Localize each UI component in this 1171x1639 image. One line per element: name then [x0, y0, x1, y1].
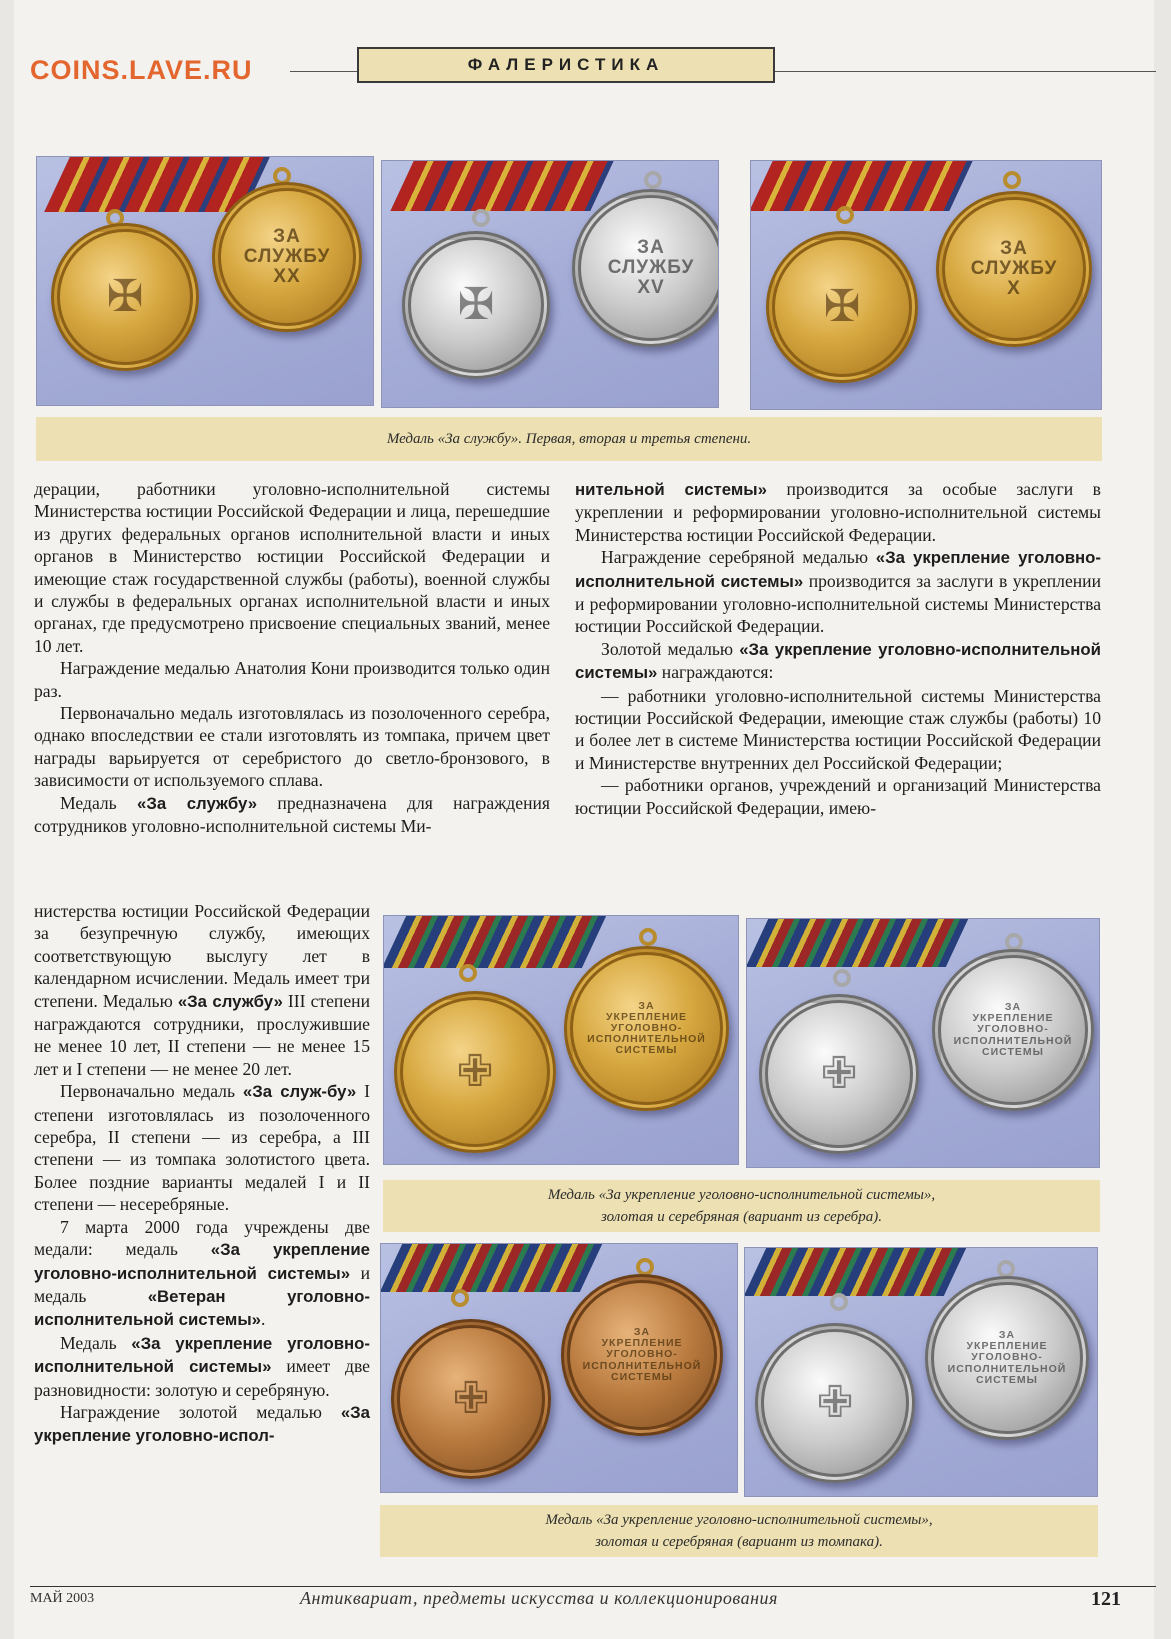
medal-ribbon — [380, 1244, 602, 1292]
medal-inscription: УГОЛОВНО- — [610, 1021, 683, 1034]
photo-ukreplenie-gold-silver-2 — [746, 918, 1100, 1168]
paragraph: Награждение медалью Анатолия Кони производится только один раз. — [34, 658, 550, 701]
paragraph: — работники органов, учреждений и организаций Министерства юстиции Российской Федерации, имею- — [575, 775, 1101, 818]
paragraph: дерации, работники уголовно-исполнительной системы Министерства юстиции Российской Федерации и лица, перешедшие из других федеральных органов исполнительной власти и иных органов в Министерство юстиции Российской Федерации и имеющие стаж государственной службы (работы), военной службы и службы в федеральных органах исполнительной власти и иных органах, где предусмотрено присвоение специальных званий, менее 10 лет. — [34, 479, 550, 656]
medal-obverse — [394, 991, 556, 1153]
medal-loop — [833, 969, 851, 987]
caption-bottom — [380, 1505, 1098, 1557]
medal-inscription: СИСТЕМЫ — [982, 1045, 1044, 1058]
text-column-right — [575, 478, 1101, 819]
cross-emblem-icon: ✙ — [452, 1374, 490, 1423]
medal-name: «Ветеран уголовно-исполнительной системы» — [34, 1286, 370, 1330]
paragraph: нистерства юстиции Российской Федерации за безупречную службу, имеющих соответствующую выслугу лет в календарном исчислении. Медаль имеет три степени. Медалью «За службу» III степени награждаются сотрудники, прослужившие не менее 10 лет, II степени — не менее 15 лет и I степени — не менее 20 лет. — [34, 901, 370, 1079]
medal-inscription: СЛУЖБУ — [607, 257, 695, 279]
photo-za-sluzhbu-2 — [381, 160, 719, 408]
photo-ukreplenie-tompak-2 — [744, 1247, 1098, 1497]
medal-ribbon — [383, 916, 606, 968]
medal-name: «За укрепление уголовно-исполнительной системы» — [575, 639, 1101, 683]
text-column-left-upper — [34, 478, 550, 838]
eagle-emblem-icon: ✠ — [823, 282, 861, 331]
section-title: ФАЛЕРИСТИКА — [357, 47, 775, 83]
paragraph: Награждение серебряной медалью «За укрепление уголовно-исполнительной системы» производится за заслуги в укреплении и реформировании уголовно-исполнительной системы Министерства юстиции Российской Федерации. — [575, 547, 1101, 637]
medal-inscription: СЛУЖБУ — [243, 246, 331, 268]
medal-loop — [836, 206, 854, 224]
caption-text: Медаль «За укрепление уголовно-исполнительной системы», — [545, 1512, 933, 1528]
medal-degree: XV — [637, 276, 665, 298]
paragraph: Первоначально медаль изготовлялась из позолоченного серебра, однако впоследствии ее стали изготовлять из томпака, причем цвет награды варьируется от серебристого до светло-бронзового, в зависимости от используемого сплава. — [34, 703, 550, 791]
medal-inscription: СИСТЕМЫ — [615, 1044, 678, 1057]
cross-emblem-icon: ✙ — [820, 1049, 858, 1098]
medal-obverse — [51, 223, 199, 371]
medal-inscription: ИСПОЛНИТЕЛЬНОЙ — [947, 1362, 1067, 1375]
photo-za-sluzhbu-3 — [750, 160, 1102, 410]
medal-reverse — [925, 1276, 1089, 1440]
eagle-emblem-icon: ✠ — [457, 280, 495, 329]
medal-name: «За укрепление уголовно-исполнительной системы» — [575, 548, 1101, 591]
medal-reverse — [932, 949, 1094, 1111]
medal-inscription: УКРЕПЛЕНИЕ — [966, 1340, 1048, 1353]
paragraph: Золотой медалью «За укрепление уголовно-исполнительной системы» награждаются: — [575, 638, 1101, 683]
medal-inscription: СИСТЕМЫ — [976, 1373, 1038, 1386]
medal-inscription: УГОЛОВНО- — [971, 1351, 1043, 1364]
medal-obverse — [766, 231, 918, 383]
medal-degree: XX — [273, 265, 301, 287]
medal-inscription: ЗА — [1000, 238, 1028, 260]
text-column-left-lower — [34, 900, 370, 1448]
medal-obverse — [759, 994, 919, 1154]
paragraph: — работники уголовно-исполнительной системы Министерства юстиции Российской Федерации, имеющие стаж службы (работы) 10 и более лет в системе Министерства юстиции Российской Федерации и Министерстве внутренних дел Российской Федерации; — [575, 685, 1101, 773]
footer-rule — [30, 1586, 1156, 1587]
medal-inscription: УКРЕПЛЕНИЕ — [972, 1012, 1054, 1025]
medal-inscription: УКРЕПЛЕНИЕ — [601, 1337, 683, 1350]
medal-loop — [451, 1289, 469, 1307]
cross-emblem-icon: ✙ — [816, 1378, 854, 1427]
medal-reverse — [564, 946, 729, 1111]
medal-inscription: ИСПОЛНИТЕЛЬНОЙ — [582, 1359, 702, 1372]
medal-loop — [830, 1293, 848, 1311]
photo-ukreplenie-tompak-1 — [380, 1243, 738, 1493]
medal-inscription: ЗА — [1004, 1001, 1022, 1014]
issue-date: МАЙ 2003 — [30, 1591, 95, 1606]
medal-inscription: ЗА — [638, 999, 655, 1012]
paragraph: нительной системы» производится за особые заслуги в укреплении и реформировании уголовно-исполнительной системы Министерства юстиции Российской Федерации. — [575, 479, 1101, 545]
paragraph: 7 марта 2000 года учреждены две медали: медаль «За укрепление уголовно-исполнительной системы» и медаль «Ветеран уголовно-исполнительной системы». — [34, 1216, 371, 1330]
caption-text: Медаль «За укрепление уголовно-исполнительной системы», — [547, 1187, 936, 1203]
medal-name: «За службу» — [136, 793, 258, 813]
cross-emblem-icon: ✙ — [456, 1047, 494, 1096]
page-number: 121 — [1091, 1588, 1121, 1610]
medal-reverse — [936, 191, 1092, 347]
caption-middle — [383, 1180, 1100, 1232]
caption-top — [36, 417, 1102, 461]
medal-ribbon — [744, 1248, 966, 1296]
medal-name: «За службу» — [177, 991, 283, 1011]
eagle-emblem-icon: ✠ — [106, 272, 144, 321]
medal-ribbon — [750, 161, 973, 211]
medal-name: «За укрепление уголовно-испол- — [34, 1402, 370, 1446]
medal-loop — [639, 928, 657, 946]
caption-text: золотая и серебряная (вариант из томпака). — [595, 1534, 883, 1550]
medal-inscription: УКРЕПЛЕНИЕ — [606, 1010, 687, 1023]
medal-reverse — [572, 189, 719, 347]
medal-degree: X — [1007, 277, 1021, 299]
medal-inscription: УГОЛОВНО- — [977, 1023, 1049, 1036]
medal-inscription: ЗА — [633, 1326, 651, 1339]
medal-inscription: ЗА — [273, 226, 301, 248]
medal-obverse — [391, 1319, 551, 1479]
medal-name: нительной системы» — [575, 480, 767, 499]
medal-name: «За служ-бу» — [242, 1082, 357, 1102]
medal-obverse — [755, 1323, 915, 1483]
caption-text: Медаль «За службу». Первая, вторая и третья степени. — [386, 431, 752, 447]
medal-inscription: ЗА — [998, 1329, 1016, 1342]
medal-reverse — [212, 182, 362, 332]
medal-obverse — [402, 231, 550, 379]
magazine-title: Антиквариат, предметы искусства и коллекционирования — [300, 1588, 778, 1608]
paragraph: Медаль «За укрепление уголовно-исполнительной системы» имеет две разновидности: золотую и серебряную. — [34, 1332, 370, 1400]
paragraph: Первоначально медаль «За служ-бу» I степени изготовлялась из позолоченного серебра, II степени — из серебра, а III степени — из томпака золотистого цвета. Более поздние варианты медалей I и II степени — несеребряные. — [34, 1081, 371, 1215]
medal-loop — [472, 209, 490, 227]
medal-loop — [1003, 171, 1021, 189]
medal-inscription: СЛУЖБУ — [970, 258, 1058, 280]
paragraph: Награждение золотой медалью «За укрепление уголовно-испол- — [34, 1401, 370, 1446]
medal-ribbon — [390, 161, 613, 211]
photo-ukreplenie-gold-silver-1 — [383, 915, 739, 1165]
watermark: COINS.LAVE.RU — [30, 55, 253, 85]
medal-name: «За укрепление уголовно-исполнительной системы» — [34, 1333, 370, 1377]
medal-inscription: СИСТЕМЫ — [611, 1370, 673, 1383]
medal-loop — [644, 171, 662, 189]
medal-inscription: ИСПОЛНИТЕЛЬНОЙ — [587, 1033, 706, 1045]
medal-ribbon — [746, 919, 968, 967]
medal-inscription: УГОЛОВНО- — [606, 1348, 678, 1361]
medal-inscription: ИСПОЛНИТЕЛЬНОЙ — [953, 1034, 1073, 1047]
medal-reverse — [561, 1274, 723, 1436]
medal-loop — [459, 964, 477, 982]
caption-text: золотая и серебряная (вариант из серебра). — [601, 1209, 882, 1225]
medal-name: «За укрепление уголовно-исполнительной системы» — [34, 1240, 371, 1283]
medal-inscription: ЗА — [637, 237, 665, 259]
paragraph: Медаль «За службу» предназначена для награждения сотрудников уголовно-исполнительной системы Ми- — [34, 792, 550, 837]
photo-za-sluzhbu-1 — [36, 156, 374, 406]
